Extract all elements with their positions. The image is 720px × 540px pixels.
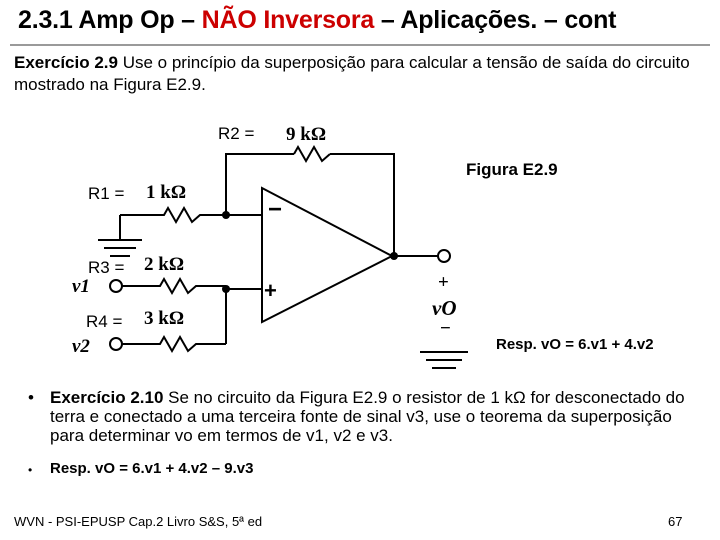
figure-caption: Figura E2.9 <box>466 160 558 179</box>
r2-value: 9 kΩ <box>286 124 327 145</box>
bullet-2-10-text: Se no circuito da Figura E2.9 o resistor de 1 kΩ for desconectado do terra e conectado a uma terceira fonte de sinal v3, use o teorema da superposição para determinar vo em termos de v1, v2 e v3. <box>50 388 685 445</box>
bullet-2-10-bold: Exercício 2.10 <box>50 388 164 407</box>
r4-value: 3 kΩ <box>144 308 185 329</box>
r3-label: R3 = <box>88 258 125 277</box>
exercise-intro-bold: Exercício 2.9 <box>14 53 118 72</box>
answer-2-9: Resp. vO = 6.v1 + 4.v2 <box>496 336 654 353</box>
bullet-list <box>28 388 708 478</box>
junction-dot-inverting <box>222 211 230 219</box>
title-red: NÃO Inversora <box>201 6 375 34</box>
r2-resistor-symbol <box>294 147 330 161</box>
page-number: 67 <box>668 514 683 529</box>
exercise-intro-text: Use o princípio da superposição para calcular a tensão de saída do circuito mostrado na Figura E2.9. <box>14 53 690 94</box>
vo-label: vO <box>432 296 457 320</box>
title-part1: 2.3.1 Amp Op – <box>18 6 202 34</box>
output-terminal <box>438 250 450 262</box>
r1-value: 1 kΩ <box>146 182 187 203</box>
title-part2: – Aplicações. – cont <box>374 6 617 34</box>
v2-terminal <box>110 338 122 350</box>
r2-label: R2 = <box>218 124 255 143</box>
bullet-dot: • <box>28 388 34 407</box>
r1-resistor-symbol <box>120 208 262 222</box>
footer-source: WVN - PSI-EPUSP Cap.2 Livro S&S, 5ª ed <box>14 514 263 529</box>
v2-label: v2 <box>72 336 90 357</box>
bullet-item-answer <box>28 459 708 478</box>
r4-resistor-symbol <box>122 337 226 351</box>
bullet-dot: • <box>28 463 33 477</box>
vo-plus-sign: + <box>438 272 449 293</box>
r3-resistor-symbol <box>122 279 226 293</box>
inverting-input-sign: − <box>268 196 283 223</box>
v1-label: v1 <box>72 276 90 297</box>
v1-terminal <box>110 280 122 292</box>
r2-feedback-wire-left <box>226 154 294 215</box>
r1-label: R1 = <box>88 184 125 203</box>
answer-2-10: Resp. vO = 6.v1 + 4.v2 – 9.v3 <box>50 460 254 477</box>
r3-value: 2 kΩ <box>144 254 185 275</box>
noninverting-input-sign: + <box>264 278 277 303</box>
bullet-item-2-10 <box>28 388 708 445</box>
vo-minus-sign: − <box>440 318 451 339</box>
r4-label: R4 = <box>86 312 123 331</box>
